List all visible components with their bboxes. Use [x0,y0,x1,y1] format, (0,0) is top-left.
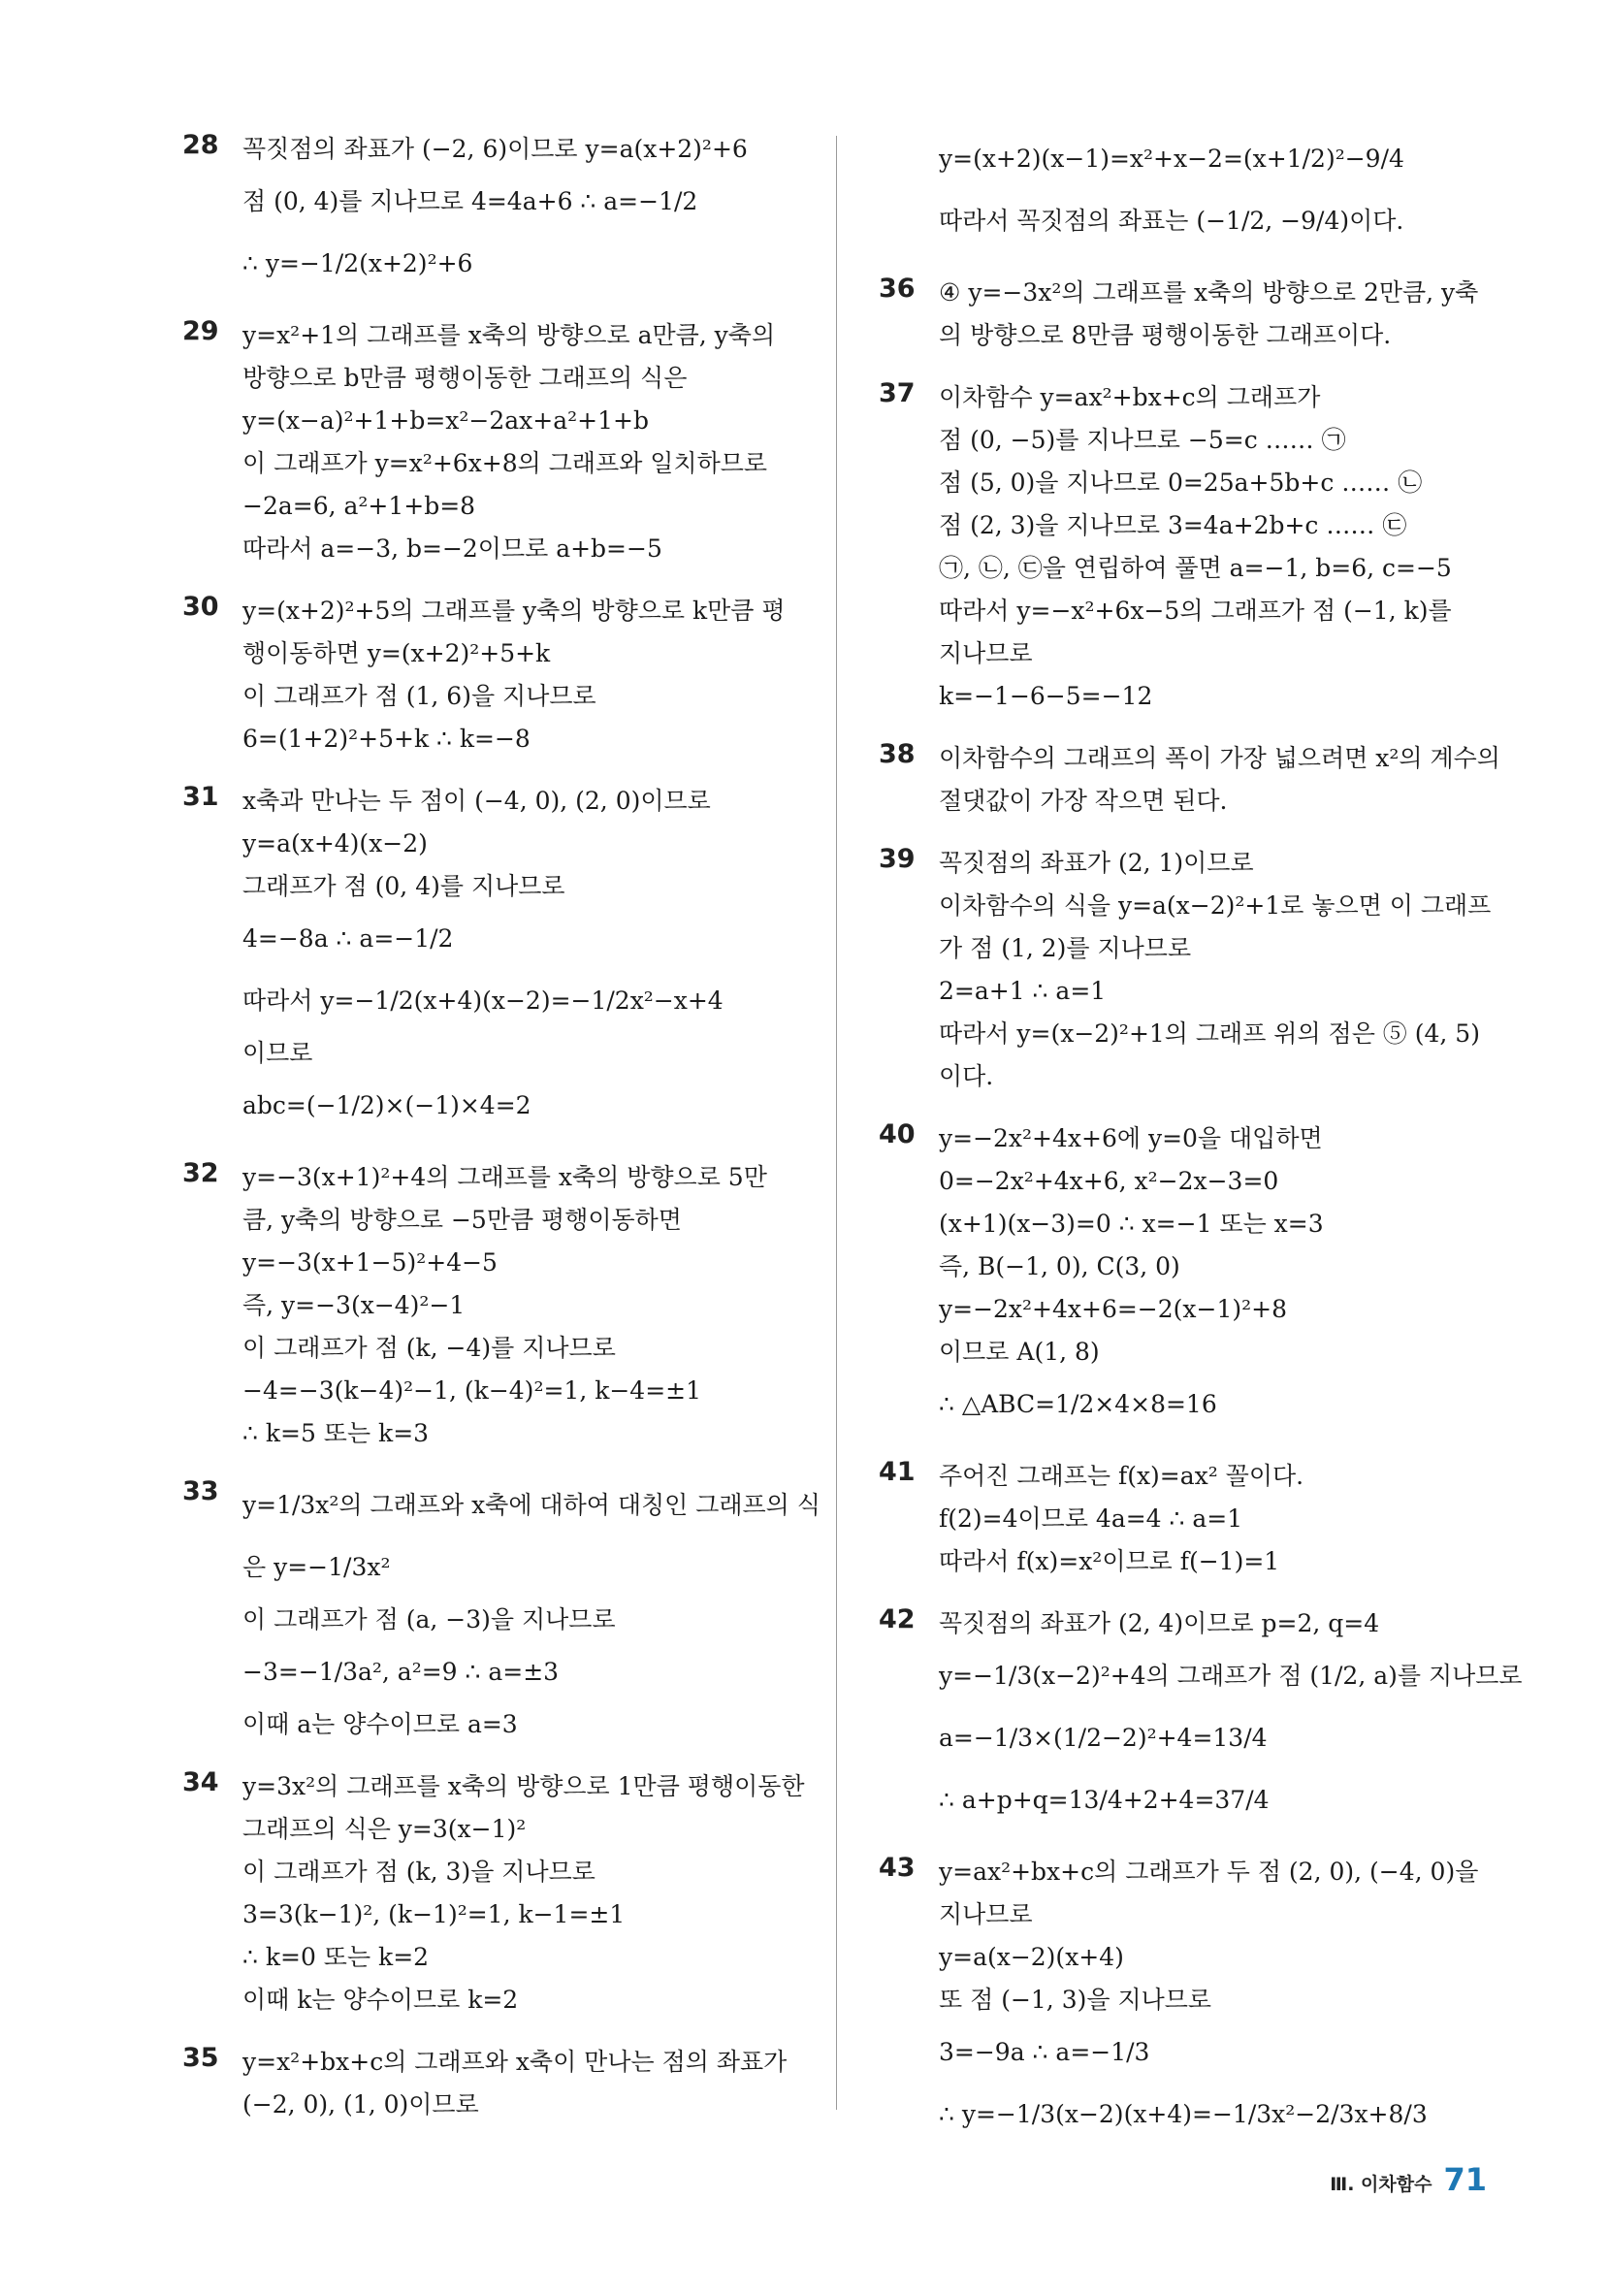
solution-line: 점 (0, −5)를 지나므로 −5=c …… ㉠ [939,426,1346,454]
solution-line: 큼, y축의 방향으로 −5만큼 평행이동하면 [242,1206,682,1234]
solution-line: 이차함수의 식을 y=a(x−2)²+1로 놓으면 이 그래프 [939,891,1492,920]
solution-line: ∴ k=5 또는 k=3 [242,1419,430,1447]
solution-line: y=−2x²+4x+6에 y=0을 대입하면 [939,1124,1323,1152]
solution-line: y=(x+2)(x−1)=x²+x−2=(x+1/2)²−9/4 [939,145,1404,173]
solution-line: 이차함수의 그래프의 폭이 가장 넓으려면 x²의 계수의 [939,744,1500,772]
solution-line: 이 그래프가 y=x²+6x+8의 그래프와 일치하므로 [242,449,768,477]
solution-line: 절댓값이 가장 작으면 된다. [939,787,1228,815]
solution-line: y=(x−a)²+1+b=x²−2ax+a²+1+b [242,406,649,435]
solution-line: 따라서 a=−3, b=−2이므로 a+b=−5 [242,534,662,563]
problem-number: 28 [182,130,219,160]
solution-line: 이차함수 y=ax²+bx+c의 그래프가 [939,383,1321,411]
solution-line: 가 점 (1, 2)를 지나므로 [939,934,1192,962]
problem-30 [182,590,824,760]
solution-line: 따라서 꼭짓점의 좌표는 (−1/2, −9/4)이다. [939,207,1404,235]
problem-number: 31 [182,782,219,812]
solution-line: y=ax²+bx+c의 그래프가 두 점 (2, 0), (−4, 0)을 [939,1858,1479,1886]
solution-line: abc=(−1/2)×(−1)×4=2 [242,1091,531,1119]
problem-number: 41 [879,1457,916,1487]
problem-number: 40 [879,1119,916,1149]
problem-number: 33 [182,1476,219,1506]
solution-line: y=x²+bx+c의 그래프와 x축이 만나는 점의 좌표가 [242,2048,788,2076]
problem-31 [182,780,824,1137]
solution-line: −3=−1/3a², a²=9 ∴ a=±3 [242,1658,560,1686]
problem-34 [182,1765,824,2021]
solution-line: y=−3(x+1)²+4의 그래프를 x축의 방향으로 5만 [242,1163,767,1191]
solution-line: ∴ y=−1/3(x−2)(x+4)=−1/3x²−2/3x+8/3 [939,2100,1428,2128]
solution-line: 지나므로 [939,639,1033,667]
problem-33 [182,1474,824,1746]
solution-line: (−2, 0), (1, 0)이므로 [242,2090,479,2118]
solution-line: 6=(1+2)²+5+k ∴ k=−8 [242,725,531,753]
solution-line: 0=−2x²+4x+6, x²−2x−3=0 [939,1167,1279,1195]
solution-line: 따라서 y=−1/2(x+4)(x−2)=−1/2x²−x+4 [242,986,724,1015]
solution-line: 따라서 y=−x²+6x−5의 그래프가 점 (−1, k)를 [939,597,1452,625]
solution-line: 또 점 (−1, 3)을 지나므로 [939,1986,1212,2014]
solution-line: 의 방향으로 8만큼 평행이동한 그래프이다. [939,321,1392,349]
solution-line: 은 y=−1/3x² [242,1553,391,1581]
solution-line: y=−1/3(x−2)²+4의 그래프가 점 (1/2, a)를 지나므로 [939,1662,1523,1690]
solution-line: 점 (0, 4)를 지나므로 4=4a+6 ∴ a=−1/2 [242,187,698,215]
solution-line: 행이동하면 y=(x+2)²+5+k [242,639,551,667]
solution-line: 즉, y=−3(x−4)²−1 [242,1291,466,1319]
solution-line: −4=−3(k−4)²−1, (k−4)²=1, k−4=±1 [242,1376,702,1405]
problem-42 [879,1602,1523,1831]
solution-line: 이 그래프가 점 (1, 6)을 지나므로 [242,682,596,710]
solution-line: 방향으로 b만큼 평행이동한 그래프의 식은 [242,364,688,392]
problem-32 [182,1156,824,1455]
solution-line: 주어진 그래프는 f(x)=ax² 꼴이다. [939,1462,1304,1490]
problem-number: 37 [879,378,916,408]
problem-35 [182,2041,824,2126]
right-column [879,128,1523,2165]
solution-line: 이 그래프가 점 (k, −4)를 지나므로 [242,1334,616,1362]
problem-number: 38 [879,739,916,769]
solution-line: x축과 만나는 두 점이 (−4, 0), (2, 0)이므로 [242,787,711,815]
left-column [182,128,824,2146]
solution-line: 그래프의 식은 y=3(x−1)² [242,1815,527,1843]
solution-line: 이므로 A(1, 8) [939,1338,1100,1366]
solution-line: 3=3(k−1)², (k−1)²=1, k−1=±1 [242,1900,626,1928]
solution-line: ∴ k=0 또는 k=2 [242,1943,430,1971]
solution-line: y=a(x+4)(x−2) [242,829,428,857]
solution-line: f(2)=4이므로 4a=4 ∴ a=1 [939,1504,1243,1533]
problem-number: 32 [182,1158,219,1188]
solution-line: 따라서 y=(x−2)²+1의 그래프 위의 점은 ⑤ (4, 5) [939,1019,1480,1048]
solution-line: (x+1)(x−3)=0 ∴ x=−1 또는 x=3 [939,1210,1324,1238]
solution-line: 4=−8a ∴ a=−1/2 [242,924,454,953]
solution-line: 꼭짓점의 좌표가 (2, 1)이므로 [939,849,1254,877]
solution-line: −2a=6, a²+1+b=8 [242,492,476,520]
problem-40 [879,1117,1492,1436]
solution-line: ∴ △ABC=1/2×4×8=16 [939,1390,1217,1418]
solution-line: ④ y=−3x²의 그래프를 x축의 방향으로 2만큼, y축 [939,278,1479,307]
problem-number: 34 [182,1767,219,1797]
problem-number: 42 [879,1604,916,1634]
page-footer [1330,2161,1487,2198]
problem-29 [182,314,824,570]
solution-line: y=−2x²+4x+6=−2(x−1)²+8 [939,1295,1287,1323]
solution-line: 이다. [939,1062,994,1090]
solution-line: 점 (2, 3)을 지나므로 3=4a+2b+c …… ㉢ [939,511,1407,539]
problem-number: 29 [182,316,219,346]
section-title: Ⅲ. 이차함수 [1330,2174,1432,2195]
page-number: 71 [1443,2161,1487,2198]
solution-line: y=a(x−2)(x+4) [939,1943,1124,1971]
column-divider [836,136,837,2110]
solution-line: 이때 a는 양수이므로 a=3 [242,1710,518,1738]
problem-38 [879,737,1500,823]
solution-line: y=(x+2)²+5의 그래프를 y축의 방향으로 k만큼 평 [242,597,786,625]
solution-line: 2=a+1 ∴ a=1 [939,977,1107,1005]
problem-41 [879,1455,1492,1583]
solution-line: 꼭짓점의 좌표가 (−2, 6)이므로 y=a(x+2)²+6 [242,135,748,163]
solution-line: y=3x²의 그래프를 x축의 방향으로 1만큼 평행이동한 [242,1772,805,1800]
solution-line: k=−1−6−5=−12 [939,682,1153,710]
solution-line: 이때 k는 양수이므로 k=2 [242,1986,519,2014]
problem-number: 30 [182,592,219,622]
solution-line: 꼭짓점의 좌표가 (2, 4)이므로 p=2, q=4 [939,1609,1380,1637]
solution-line: y=1/3x²의 그래프와 x축에 대하여 대칭인 그래프의 식 [242,1491,821,1519]
solution-line: ∴ a+p+q=13/4+2+4=37/4 [939,1786,1270,1814]
problem-number: 43 [879,1853,916,1883]
problem-39 [879,842,1492,1098]
problem-number: 35 [182,2043,219,2073]
solution-line: 그래프가 점 (0, 4)를 지나므로 [242,872,565,900]
problem-number: 39 [879,844,916,874]
solution-line: a=−1/3×(1/2−2)²+4=13/4 [939,1724,1268,1752]
problem-28 [182,128,824,295]
problem-number: 36 [879,274,916,304]
solution-line: 이 그래프가 점 (a, −3)을 지나므로 [242,1605,616,1633]
solution-line: 즉, B(−1, 0), C(3, 0) [939,1252,1180,1280]
solution-line: y=x²+1의 그래프를 x축의 방향으로 a만큼, y축의 [242,321,776,349]
solution-line: y=−3(x+1−5)²+4−5 [242,1248,498,1277]
problem-continued [879,128,1492,252]
solution-line: 3=−9a ∴ a=−1/3 [939,2038,1150,2066]
problem-43 [879,1851,1492,2146]
solution-line: ∴ y=−1/2(x+2)²+6 [242,249,473,277]
problem-37 [879,376,1492,718]
solution-line: 점 (5, 0)을 지나므로 0=25a+5b+c …… ㉡ [939,469,1423,497]
problem-36 [879,272,1492,357]
solution-line: ㉠, ㉡, ㉢을 연립하여 풀면 a=−1, b=6, c=−5 [939,554,1452,582]
solution-line: 지나므로 [939,1900,1033,1928]
solution-line: 이 그래프가 점 (k, 3)을 지나므로 [242,1858,595,1886]
solution-line: 따라서 f(x)=x²이므로 f(−1)=1 [939,1547,1280,1575]
solution-line: 이므로 [242,1039,313,1067]
